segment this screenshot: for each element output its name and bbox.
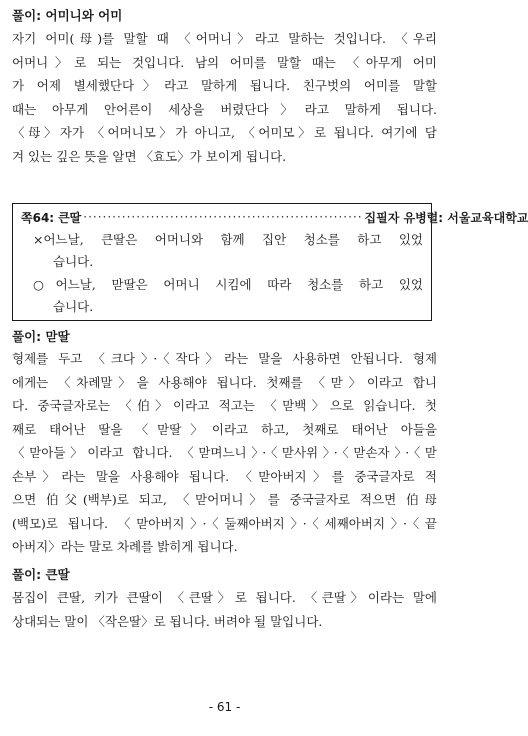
text-line: 몸집이 큰딸, 키가 큰딸이 〈큰딸〉로 됩니다. 〈큰딸〉이라는 말에 <box>12 590 437 605</box>
box-author: 집필자 유병렬: 서울교육대학교 <box>364 210 528 225</box>
paragraph-eldest-daughter <box>12 347 437 559</box>
page-reference: 쪽64: <box>21 210 55 225</box>
section-heading-mother: 풀이: 어미니와 어미 <box>12 8 123 23</box>
page-number: - 61 - <box>208 700 241 714</box>
paragraph-big-daughter <box>12 586 437 633</box>
text-line: 습니다. <box>53 254 94 269</box>
correction-box <box>12 203 528 321</box>
text-line: (백모)로 됩니다. 〈맏아버지〉·〈둘째아버지〉·〈세째아버지〉·〈끝 <box>12 515 437 531</box>
text-line: 다. 중국글자로는 〈伯〉이라고 적고는 〈맏백〉으로 읽습니다. 첫 <box>12 398 437 413</box>
text-line: 겨 있는 깊은 뜻을 알면 〈효도〉가 보이게 됩니다. <box>12 148 287 164</box>
text-line: 형제를 두고 〈크다〉·〈작다〉라는 말을 사용하면 안됩니다. 형제 <box>12 351 437 366</box>
correct-example <box>33 274 423 318</box>
text-line: 상대되는 말이 〈작은딸〉로 됩니다. 버려야 될 말입니다. <box>12 613 323 629</box>
text-line: 손부〉라는 말을 사용해야 됩니다. 〈맏아버지〉를 중국글자로 적 <box>12 468 437 484</box>
text-line: ×어느날, 큰딸은 어머니와 함께 집안 청소를 하고 있었 <box>33 232 423 247</box>
section-heading-big-daughter: 풀이: 큰딸 <box>12 567 70 582</box>
text-line: 자기 어미(母)를 말할 때 〈어머니〉라고 말하는 것입니다. 〈우리 <box>12 31 437 46</box>
text-line: 〈맏아들〉이라고 합니다. 〈맏며느니〉·〈맏사위〉·〈맏손자〉·〈맏 <box>12 445 437 460</box>
section-heading-eldest-daughter: 풀이: 맏딸 <box>12 329 70 344</box>
text-line: 때는 아무게 안어른이 세상을 버렸단다〉라고 말하게 됩니다. <box>12 101 437 117</box>
box-word: 큰딸 <box>58 210 82 225</box>
leader-dots: ·························································· <box>83 210 363 224</box>
wrong-example <box>33 229 423 273</box>
text-line: 에게는 〈차례말〉을 사용해야 됩니다. 첫째를 〈맏〉이라고 합니 <box>12 374 437 390</box>
text-line: ○어느날, 맏딸은 어머니 시킴에 따라 청소를 하고 있었 <box>33 277 423 292</box>
text-line: 〈母〉자가 〈어머니모〉가 아니고, 〈어미모〉로 됩니다. 여기에 담 <box>12 125 437 140</box>
text-line: 째로 태어난 딸을 〈맏딸〉이라고 하고, 첫째로 태어난 아들을 <box>12 421 437 437</box>
text-line: 으면 伯父(백부)로 되고, 〈맏어머니〉를 중국글자로 적으면 伯母 <box>12 492 437 507</box>
box-title <box>21 208 528 226</box>
paragraph-mother <box>12 27 437 168</box>
text-line: 가 어제 별세했단다〉라고 말하게 됩니다. 친구벗의 어미를 말할 <box>12 78 437 93</box>
text-line: 어머니〉로 되는 것입니다. 남의 어미를 말할 때는 〈아무게 어미 <box>12 54 437 70</box>
text-line: 습니다. <box>53 299 94 314</box>
text-line: 아버지〉라는 말로 차례를 밝히게 됩니다. <box>12 539 238 554</box>
